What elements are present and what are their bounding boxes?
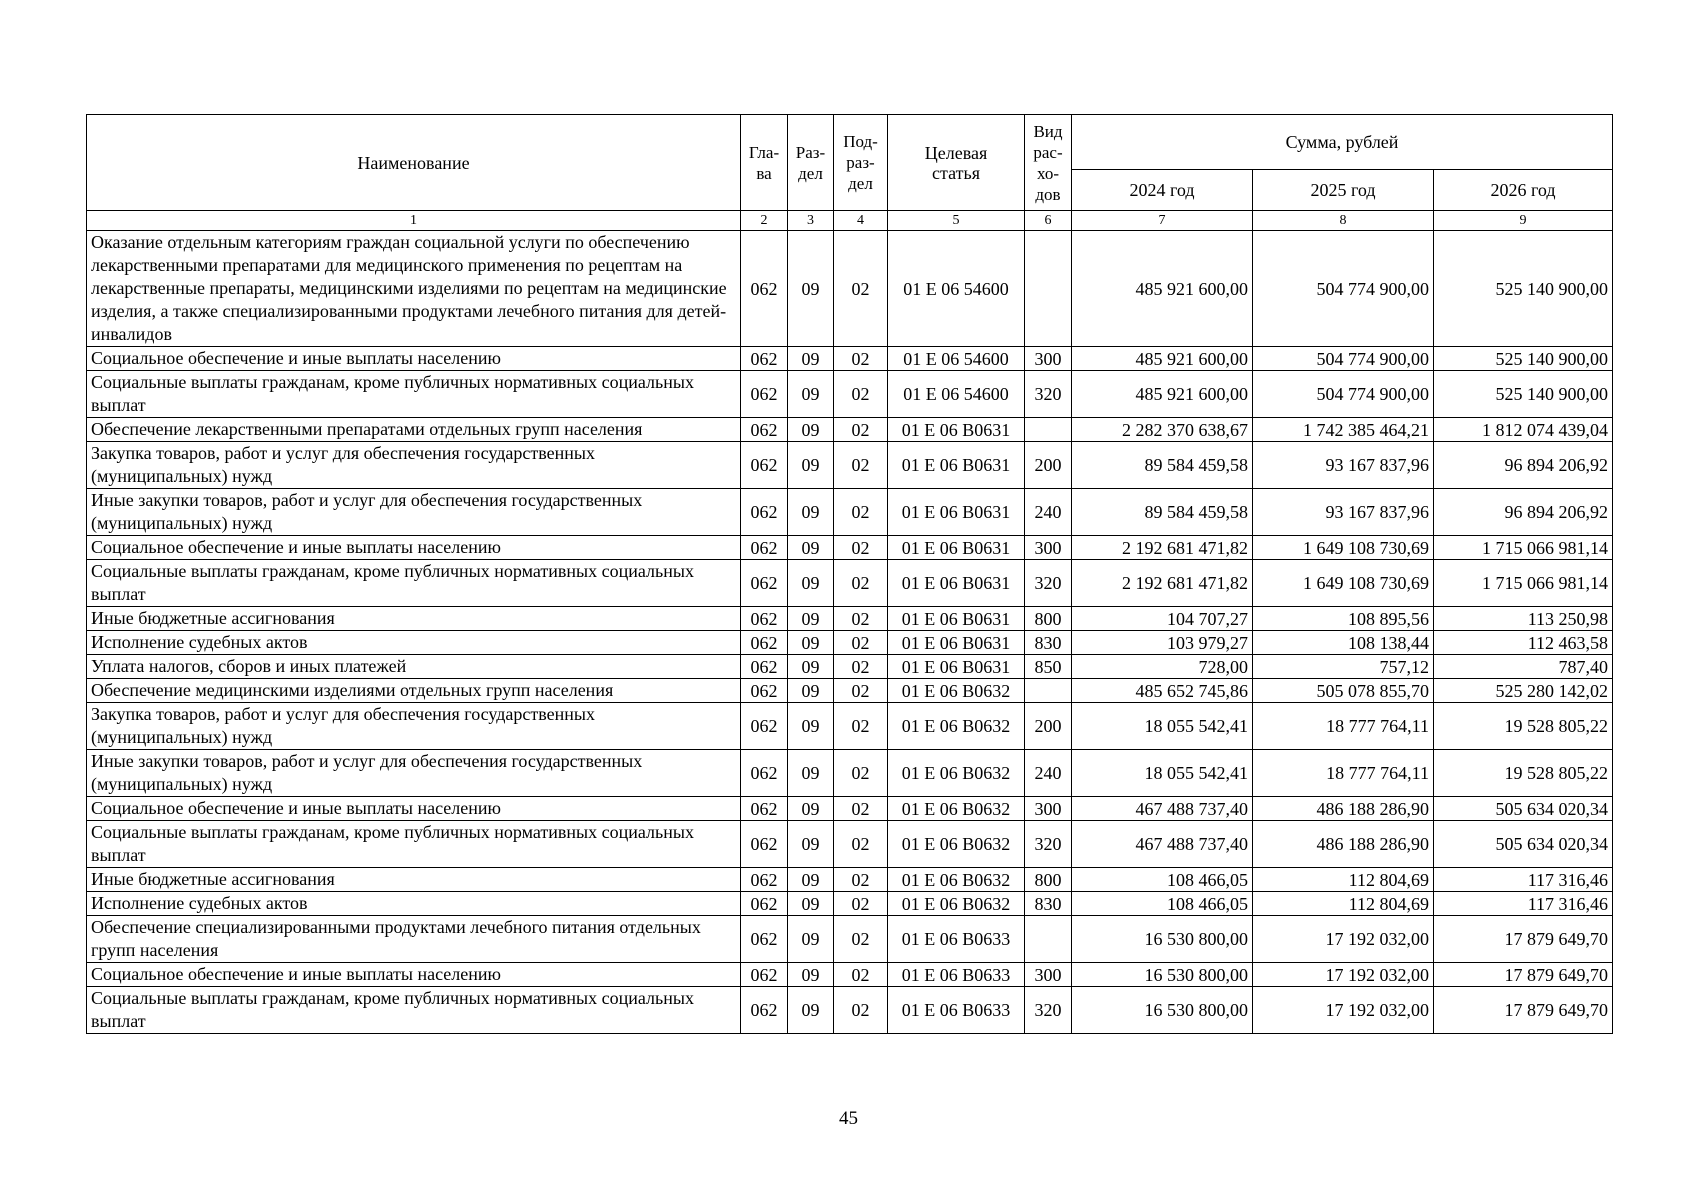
row-podrazdel: 02	[834, 418, 888, 442]
row-razdel: 09	[788, 750, 834, 797]
row-sum-2024: 485 652 745,86	[1072, 679, 1253, 703]
header-2026: 2026 год	[1434, 170, 1613, 211]
budget-table	[86, 114, 1613, 1034]
row-sum-2026: 505 634 020,34	[1434, 821, 1613, 868]
table-body	[87, 231, 1613, 1034]
row-celevaya-statya: 01 Е 06 54600	[888, 371, 1025, 418]
table-row	[87, 916, 1613, 963]
table-row	[87, 418, 1613, 442]
row-glava: 062	[741, 536, 788, 560]
row-razdel: 09	[788, 679, 834, 703]
row-sum-2024: 89 584 459,58	[1072, 489, 1253, 536]
row-sum-2024: 2 192 681 471,82	[1072, 560, 1253, 607]
row-name: Иные бюджетные ассигнования	[87, 607, 741, 631]
table-row	[87, 442, 1613, 489]
row-sum-2025: 486 188 286,90	[1253, 797, 1434, 821]
row-razdel: 09	[788, 916, 834, 963]
row-celevaya-statya: 01 Е 06 В0631	[888, 560, 1025, 607]
row-vid-raskhodov: 240	[1025, 489, 1072, 536]
row-name: Социальное обеспечение и иные выплаты населению	[87, 536, 741, 560]
row-name: Иные закупки товаров, работ и услуг для обеспечения государственных (муниципальных) нужд	[87, 750, 741, 797]
row-podrazdel: 02	[834, 607, 888, 631]
row-sum-2024: 18 055 542,41	[1072, 750, 1253, 797]
row-podrazdel: 02	[834, 489, 888, 536]
table-row	[87, 655, 1613, 679]
header-2025: 2025 год	[1253, 170, 1434, 211]
row-celevaya-statya: 01 Е 06 В0633	[888, 987, 1025, 1034]
row-sum-2024: 18 055 542,41	[1072, 703, 1253, 750]
row-name: Иные бюджетные ассигнования	[87, 868, 741, 892]
header-glava-text: Гла- ва	[748, 142, 780, 183]
row-sum-2026: 17 879 649,70	[1434, 963, 1613, 987]
row-sum-2024: 103 979,27	[1072, 631, 1253, 655]
row-razdel: 09	[788, 868, 834, 892]
table-row	[87, 987, 1613, 1034]
row-vid-raskhodov: 830	[1025, 631, 1072, 655]
row-sum-2025: 504 774 900,00	[1253, 231, 1434, 347]
row-sum-2025: 1 742 385 464,21	[1253, 418, 1434, 442]
row-sum-2024: 108 466,05	[1072, 892, 1253, 916]
row-name: Исполнение судебных актов	[87, 631, 741, 655]
row-glava: 062	[741, 868, 788, 892]
row-vid-raskhodov: 320	[1025, 371, 1072, 418]
table-row	[87, 536, 1613, 560]
header-vid	[1025, 115, 1072, 211]
row-sum-2025: 1 649 108 730,69	[1253, 536, 1434, 560]
row-name: Обеспечение медицинскими изделиями отдельных групп населения	[87, 679, 741, 703]
row-name: Уплата налогов, сборов и иных платежей	[87, 655, 741, 679]
row-glava: 062	[741, 560, 788, 607]
row-razdel: 09	[788, 442, 834, 489]
row-razdel: 09	[788, 892, 834, 916]
row-razdel: 09	[788, 489, 834, 536]
row-name: Закупка товаров, работ и услуг для обеспечения государственных (муниципальных) нужд	[87, 442, 741, 489]
row-vid-raskhodov	[1025, 916, 1072, 963]
row-razdel: 09	[788, 231, 834, 347]
row-podrazdel: 02	[834, 560, 888, 607]
row-sum-2026: 525 140 900,00	[1434, 347, 1613, 371]
header-2024: 2024 год	[1072, 170, 1253, 211]
row-vid-raskhodov: 200	[1025, 703, 1072, 750]
row-razdel: 09	[788, 607, 834, 631]
row-sum-2026: 96 894 206,92	[1434, 442, 1613, 489]
header-razdel	[788, 115, 834, 211]
row-sum-2025: 108 138,44	[1253, 631, 1434, 655]
row-vid-raskhodov: 240	[1025, 750, 1072, 797]
row-glava: 062	[741, 631, 788, 655]
header-podrazdel	[834, 115, 888, 211]
row-glava: 062	[741, 750, 788, 797]
row-celevaya-statya: 01 Е 06 В0631	[888, 442, 1025, 489]
row-razdel: 09	[788, 797, 834, 821]
row-podrazdel: 02	[834, 371, 888, 418]
table-row	[87, 679, 1613, 703]
row-sum-2025: 504 774 900,00	[1253, 371, 1434, 418]
row-sum-2026: 525 140 900,00	[1434, 231, 1613, 347]
row-sum-2026: 112 463,58	[1434, 631, 1613, 655]
row-sum-2025: 112 804,69	[1253, 868, 1434, 892]
row-celevaya-statya: 01 Е 06 В0633	[888, 963, 1025, 987]
row-vid-raskhodov: 300	[1025, 797, 1072, 821]
row-sum-2025: 757,12	[1253, 655, 1434, 679]
row-glava: 062	[741, 797, 788, 821]
row-celevaya-statya: 01 Е 06 В0631	[888, 536, 1025, 560]
row-sum-2025: 93 167 837,96	[1253, 442, 1434, 489]
row-celevaya-statya: 01 Е 06 В0632	[888, 868, 1025, 892]
row-name: Обеспечение лекарственными препаратами отдельных групп населения	[87, 418, 741, 442]
table-row	[87, 560, 1613, 607]
row-vid-raskhodov: 200	[1025, 442, 1072, 489]
header-celevaya-text: Целевая статья	[924, 142, 988, 183]
row-vid-raskhodov: 320	[1025, 987, 1072, 1034]
row-razdel: 09	[788, 963, 834, 987]
row-glava: 062	[741, 703, 788, 750]
row-sum-2024: 2 282 370 638,67	[1072, 418, 1253, 442]
row-vid-raskhodov: 300	[1025, 536, 1072, 560]
row-glava: 062	[741, 963, 788, 987]
row-sum-2025: 486 188 286,90	[1253, 821, 1434, 868]
row-podrazdel: 02	[834, 703, 888, 750]
row-glava: 062	[741, 371, 788, 418]
row-podrazdel: 02	[834, 821, 888, 868]
row-name: Обеспечение специализированными продуктами лечебного питания отдельных групп населения	[87, 916, 741, 963]
row-vid-raskhodov	[1025, 679, 1072, 703]
header-podrazdel-text: Под- раз- дел	[843, 132, 878, 193]
row-vid-raskhodov: 850	[1025, 655, 1072, 679]
row-sum-2026: 525 140 900,00	[1434, 371, 1613, 418]
table-row	[87, 797, 1613, 821]
row-sum-2024: 485 921 600,00	[1072, 371, 1253, 418]
table-row	[87, 892, 1613, 916]
row-glava: 062	[741, 489, 788, 536]
row-celevaya-statya: 01 Е 06 В0631	[888, 607, 1025, 631]
header-celevaya	[888, 115, 1025, 211]
row-celevaya-statya: 01 Е 06 В0632	[888, 703, 1025, 750]
row-podrazdel: 02	[834, 442, 888, 489]
row-sum-2024: 16 530 800,00	[1072, 987, 1253, 1034]
row-celevaya-statya: 01 Е 06 В0631	[888, 655, 1025, 679]
row-name: Оказание отдельным категориям граждан социальной услуги по обеспечению лекарственными препаратами для медицинского применения по рецептам на лекарственные препараты, медицинскими изделиями по рецептам на медицинские изделия, а также специализированными продуктами лечебного питания для детей-инвалидов	[87, 231, 741, 347]
col-number: 6	[1025, 211, 1072, 231]
row-sum-2026: 19 528 805,22	[1434, 703, 1613, 750]
header-glava	[741, 115, 788, 211]
row-sum-2025: 18 777 764,11	[1253, 750, 1434, 797]
row-podrazdel: 02	[834, 536, 888, 560]
row-sum-2024: 467 488 737,40	[1072, 797, 1253, 821]
row-podrazdel: 02	[834, 231, 888, 347]
row-celevaya-statya: 01 Е 06 В0631	[888, 631, 1025, 655]
row-sum-2025: 18 777 764,11	[1253, 703, 1434, 750]
row-sum-2025: 17 192 032,00	[1253, 963, 1434, 987]
row-celevaya-statya: 01 Е 06 54600	[888, 347, 1025, 371]
row-sum-2026: 96 894 206,92	[1434, 489, 1613, 536]
column-numbers-row	[87, 211, 1613, 231]
row-name: Социальные выплаты гражданам, кроме публичных нормативных социальных выплат	[87, 371, 741, 418]
page-number: 45	[839, 1108, 858, 1129]
col-number: 5	[888, 211, 1025, 231]
table-row	[87, 750, 1613, 797]
row-razdel: 09	[788, 371, 834, 418]
row-sum-2026: 787,40	[1434, 655, 1613, 679]
row-sum-2024: 108 466,05	[1072, 868, 1253, 892]
header-summa: Сумма, рублей	[1072, 115, 1613, 170]
row-podrazdel: 02	[834, 892, 888, 916]
row-glava: 062	[741, 231, 788, 347]
row-vid-raskhodov: 320	[1025, 821, 1072, 868]
table-row	[87, 821, 1613, 868]
row-name: Социальное обеспечение и иные выплаты населению	[87, 797, 741, 821]
col-number: 9	[1434, 211, 1613, 231]
row-podrazdel: 02	[834, 347, 888, 371]
row-sum-2025: 112 804,69	[1253, 892, 1434, 916]
row-podrazdel: 02	[834, 963, 888, 987]
row-podrazdel: 02	[834, 655, 888, 679]
row-vid-raskhodov	[1025, 418, 1072, 442]
row-sum-2024: 467 488 737,40	[1072, 821, 1253, 868]
row-razdel: 09	[788, 703, 834, 750]
col-number: 2	[741, 211, 788, 231]
row-sum-2026: 17 879 649,70	[1434, 987, 1613, 1034]
row-name: Социальные выплаты гражданам, кроме публичных нормативных социальных выплат	[87, 560, 741, 607]
row-sum-2026: 505 634 020,34	[1434, 797, 1613, 821]
table-row	[87, 963, 1613, 987]
table-row	[87, 489, 1613, 536]
row-razdel: 09	[788, 347, 834, 371]
row-glava: 062	[741, 442, 788, 489]
row-sum-2025: 505 078 855,70	[1253, 679, 1434, 703]
row-sum-2026: 1 715 066 981,14	[1434, 536, 1613, 560]
col-number: 3	[788, 211, 834, 231]
row-sum-2024: 2 192 681 471,82	[1072, 536, 1253, 560]
row-vid-raskhodov: 800	[1025, 868, 1072, 892]
row-razdel: 09	[788, 560, 834, 607]
row-podrazdel: 02	[834, 797, 888, 821]
row-glava: 062	[741, 892, 788, 916]
table-row	[87, 231, 1613, 347]
row-sum-2024: 89 584 459,58	[1072, 442, 1253, 489]
row-sum-2025: 17 192 032,00	[1253, 916, 1434, 963]
row-celevaya-statya: 01 Е 06 В0632	[888, 750, 1025, 797]
row-razdel: 09	[788, 987, 834, 1034]
row-podrazdel: 02	[834, 679, 888, 703]
row-glava: 062	[741, 916, 788, 963]
row-name: Социальное обеспечение и иные выплаты населению	[87, 963, 741, 987]
row-celevaya-statya: 01 Е 06 В0633	[888, 916, 1025, 963]
row-sum-2026: 1 812 074 439,04	[1434, 418, 1613, 442]
col-number: 7	[1072, 211, 1253, 231]
row-name: Закупка товаров, работ и услуг для обеспечения государственных (муниципальных) нужд	[87, 703, 741, 750]
row-sum-2024: 16 530 800,00	[1072, 963, 1253, 987]
row-celevaya-statya: 01 Е 06 В0631	[888, 489, 1025, 536]
row-podrazdel: 02	[834, 631, 888, 655]
row-celevaya-statya: 01 Е 06 В0632	[888, 821, 1025, 868]
row-name: Социальное обеспечение и иные выплаты населению	[87, 347, 741, 371]
row-sum-2025: 17 192 032,00	[1253, 987, 1434, 1034]
row-name: Исполнение судебных актов	[87, 892, 741, 916]
row-sum-2026: 1 715 066 981,14	[1434, 560, 1613, 607]
row-vid-raskhodov: 800	[1025, 607, 1072, 631]
row-sum-2025: 108 895,56	[1253, 607, 1434, 631]
row-podrazdel: 02	[834, 868, 888, 892]
row-sum-2026: 19 528 805,22	[1434, 750, 1613, 797]
row-sum-2026: 117 316,46	[1434, 868, 1613, 892]
table-row	[87, 607, 1613, 631]
row-podrazdel: 02	[834, 916, 888, 963]
row-sum-2026: 117 316,46	[1434, 892, 1613, 916]
row-sum-2024: 728,00	[1072, 655, 1253, 679]
row-name: Социальные выплаты гражданам, кроме публичных нормативных социальных выплат	[87, 987, 741, 1034]
row-glava: 062	[741, 655, 788, 679]
row-celevaya-statya: 01 Е 06 В0632	[888, 797, 1025, 821]
row-podrazdel: 02	[834, 987, 888, 1034]
col-number: 1	[87, 211, 741, 231]
row-sum-2024: 104 707,27	[1072, 607, 1253, 631]
table-row	[87, 631, 1613, 655]
row-sum-2024: 485 921 600,00	[1072, 347, 1253, 371]
table-row	[87, 347, 1613, 371]
row-razdel: 09	[788, 821, 834, 868]
row-razdel: 09	[788, 418, 834, 442]
col-number: 4	[834, 211, 888, 231]
table-row	[87, 703, 1613, 750]
row-podrazdel: 02	[834, 750, 888, 797]
row-glava: 062	[741, 607, 788, 631]
row-glava: 062	[741, 347, 788, 371]
row-vid-raskhodov: 830	[1025, 892, 1072, 916]
row-sum-2026: 17 879 649,70	[1434, 916, 1613, 963]
table-row	[87, 371, 1613, 418]
header-vid-text: Вид рас- хо- дов	[1033, 121, 1063, 204]
row-vid-raskhodov: 320	[1025, 560, 1072, 607]
row-sum-2025: 504 774 900,00	[1253, 347, 1434, 371]
col-number: 8	[1253, 211, 1434, 231]
row-name: Социальные выплаты гражданам, кроме публичных нормативных социальных выплат	[87, 821, 741, 868]
header-razdel-text: Раз- дел	[795, 142, 826, 183]
row-glava: 062	[741, 987, 788, 1034]
row-glava: 062	[741, 821, 788, 868]
row-sum-2024: 485 921 600,00	[1072, 231, 1253, 347]
row-sum-2026: 113 250,98	[1434, 607, 1613, 631]
row-vid-raskhodov: 300	[1025, 347, 1072, 371]
row-celevaya-statya: 01 Е 06 54600	[888, 231, 1025, 347]
row-sum-2025: 1 649 108 730,69	[1253, 560, 1434, 607]
row-razdel: 09	[788, 655, 834, 679]
row-celevaya-statya: 01 Е 06 В0632	[888, 892, 1025, 916]
row-sum-2024: 16 530 800,00	[1072, 916, 1253, 963]
row-celevaya-statya: 01 Е 06 В0631	[888, 418, 1025, 442]
row-vid-raskhodov: 300	[1025, 963, 1072, 987]
row-razdel: 09	[788, 631, 834, 655]
row-sum-2026: 525 280 142,02	[1434, 679, 1613, 703]
table-row	[87, 868, 1613, 892]
row-sum-2025: 93 167 837,96	[1253, 489, 1434, 536]
row-razdel: 09	[788, 536, 834, 560]
row-vid-raskhodov	[1025, 231, 1072, 347]
row-glava: 062	[741, 418, 788, 442]
row-celevaya-statya: 01 Е 06 В0632	[888, 679, 1025, 703]
row-name: Иные закупки товаров, работ и услуг для обеспечения государственных (муниципальных) нужд	[87, 489, 741, 536]
header-name: Наименование	[87, 115, 741, 211]
row-glava: 062	[741, 679, 788, 703]
